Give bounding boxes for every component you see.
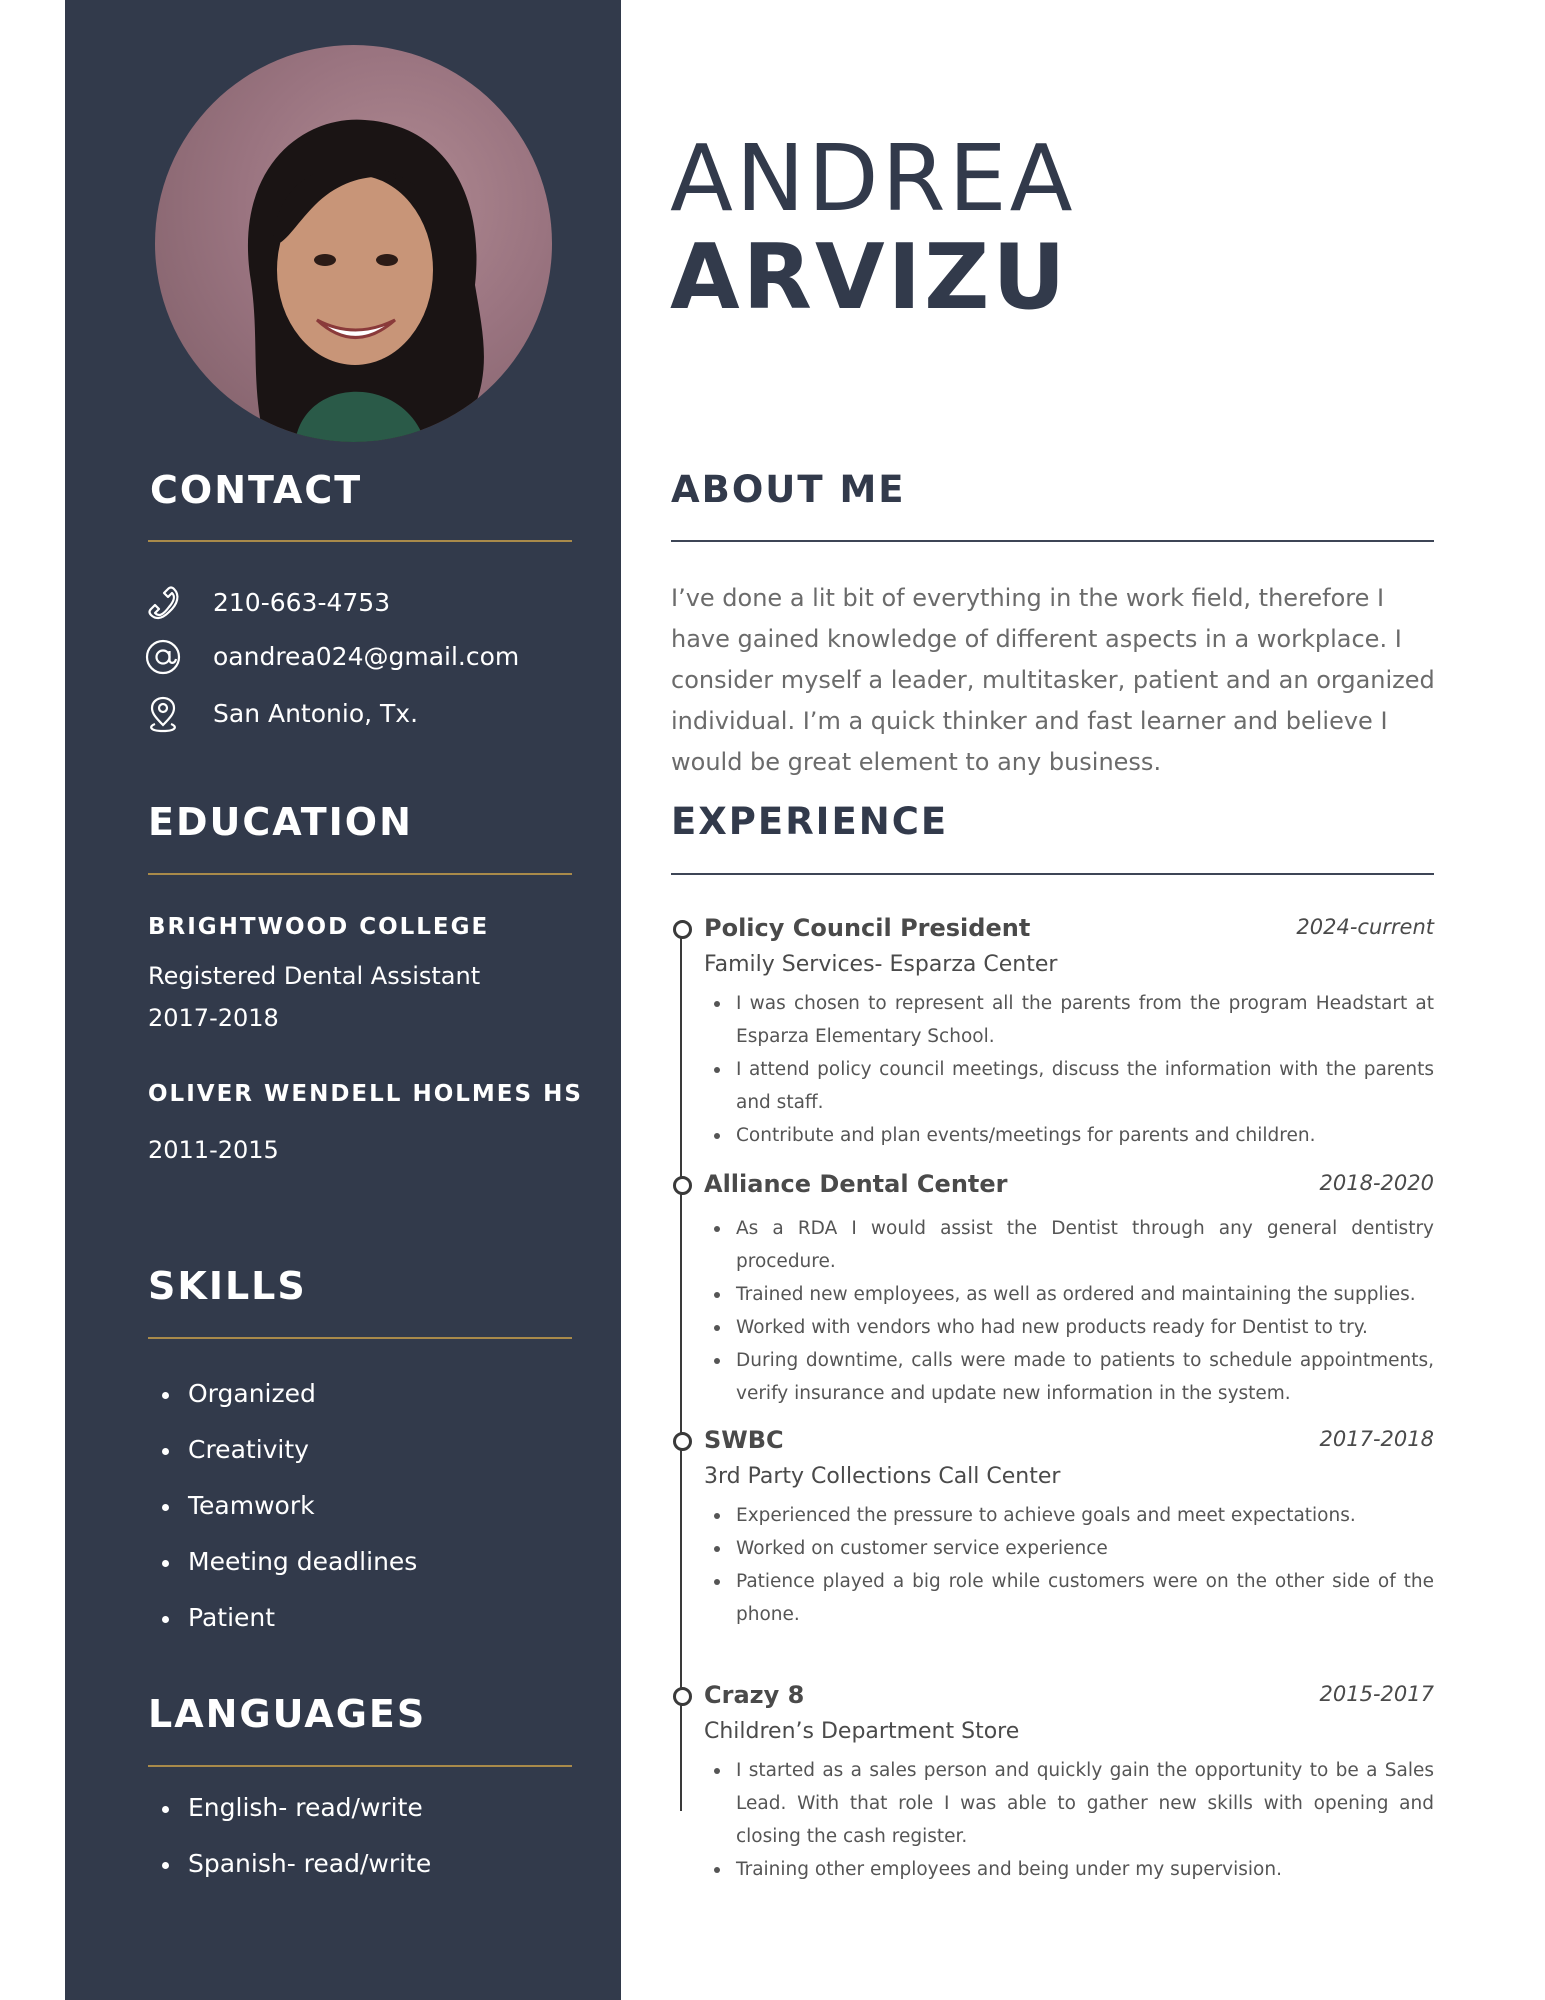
skill-item: Patient: [148, 1603, 578, 1659]
contact-phone: [145, 584, 595, 624]
job-dates: 2024-current: [1296, 915, 1434, 939]
job-role: Alliance Dental Center: [704, 1170, 1008, 1198]
job-bullets: [704, 1212, 1434, 1410]
contact-divider: [148, 540, 572, 542]
job-bullet: I started as a sales person and quickly gain the opportunity to be a Sales Lead. With that role I was able to gather new skills with opening and closing the cash register.: [704, 1754, 1434, 1853]
timeline-dot: [673, 920, 692, 939]
timeline-dot: [673, 1432, 692, 1451]
job-role: Crazy 8: [704, 1681, 805, 1709]
skill-item: Meeting deadlines: [148, 1547, 578, 1603]
skill-item: Creativity: [148, 1435, 578, 1491]
experience-divider: [671, 873, 1434, 875]
about-text: I’ve done a lit bit of everything in the work field, therefore I have gained knowledge of different aspects in a workplace. I consider myself a leader, multitasker, patient and an organized individual. I’m a quick thinker and fast learner and believe I would be great element to any business.: [671, 584, 1435, 776]
education-heading: EDUCATION: [148, 800, 413, 844]
job-bullet: As a RDA I would assist the Dentist through any general dentistry procedure.: [704, 1212, 1434, 1278]
job-bullet: Experienced the pressure to achieve goals and meet expectations.: [704, 1499, 1434, 1532]
education-school: BRIGHTWOOD COLLEGE: [148, 914, 490, 940]
timeline-dot: [673, 1176, 692, 1195]
job-bullet: Training other employees and being under my supervision.: [704, 1853, 1434, 1886]
job-role: Policy Council President: [704, 914, 1031, 942]
language-item: Spanish- read/write: [148, 1849, 578, 1905]
job-dates: 2017-2018: [1319, 1427, 1434, 1451]
job-bullet: Contribute and plan events/meetings for parents and children.: [704, 1119, 1434, 1152]
job-bullets: [704, 1499, 1434, 1631]
experience-heading: EXPERIENCE: [671, 800, 949, 843]
education-divider: [148, 873, 572, 875]
job-role: SWBC: [704, 1426, 784, 1454]
skills-divider: [148, 1337, 572, 1339]
job-dates: 2018-2020: [1319, 1171, 1434, 1195]
job-bullets: [704, 1754, 1434, 1886]
job-bullet: Patience played a big role while customers were on the other side of the phone.: [704, 1565, 1434, 1631]
about-divider: [671, 540, 1434, 542]
languages-list: [148, 1793, 578, 1905]
job-bullet: I attend policy council meetings, discuss the information with the parents and staff.: [704, 1053, 1434, 1119]
languages-heading: LANGUAGES: [148, 1692, 427, 1736]
job-bullet: Worked with vendors who had new products ready for Dentist to try.: [704, 1311, 1434, 1344]
contact-location: [145, 695, 595, 735]
job-company: 3rd Party Collections Call Center: [704, 1464, 1061, 1489]
job-company: Children’s Department Store: [704, 1719, 1020, 1744]
phone-number[interactable]: 210-663-4753: [213, 588, 391, 617]
name-last: ARVIZU: [670, 225, 1069, 330]
education-school: OLIVER WENDELL HOLMES HS: [148, 1081, 583, 1107]
timeline-dot: [673, 1687, 692, 1706]
language-item: English- read/write: [148, 1793, 578, 1849]
job-dates: 2015-2017: [1319, 1682, 1434, 1706]
about-heading: ABOUT ME: [671, 468, 906, 511]
languages-divider: [148, 1765, 572, 1767]
job-bullet: Trained new employees, as well as ordered and maintaining the supplies.: [704, 1278, 1434, 1311]
contact-email: [145, 638, 595, 678]
location-pin-icon: [145, 695, 181, 733]
skills-list: [148, 1379, 578, 1659]
job-bullets: [704, 987, 1434, 1152]
job-bullet: Worked on customer service experience: [704, 1532, 1434, 1565]
skills-heading: SKILLS: [148, 1264, 307, 1308]
education-years: 2017-2018: [148, 1004, 279, 1032]
job-company: Family Services- Esparza Center: [704, 952, 1058, 977]
profile-photo: [155, 45, 552, 442]
skill-item: Organized: [148, 1379, 578, 1435]
job-bullet: I was chosen to represent all the parents from the program Headstart at Esparza Elementary School.: [704, 987, 1434, 1053]
phone-icon: [145, 584, 181, 622]
contact-heading: CONTACT: [150, 468, 363, 512]
location-text: San Antonio, Tx.: [213, 699, 419, 728]
email-address[interactable]: oandrea024@gmail.com: [213, 642, 520, 671]
at-sign-icon: [145, 638, 181, 676]
education-years: 2011-2015: [148, 1136, 279, 1164]
timeline-line: [680, 929, 682, 1811]
name-first: ANDREA: [670, 125, 1076, 232]
job-bullet: During downtime, calls were made to patients to schedule appointments, verify insurance and update new information in the system.: [704, 1344, 1434, 1410]
skill-item: Teamwork: [148, 1491, 578, 1547]
education-program: Registered Dental Assistant: [148, 962, 481, 990]
